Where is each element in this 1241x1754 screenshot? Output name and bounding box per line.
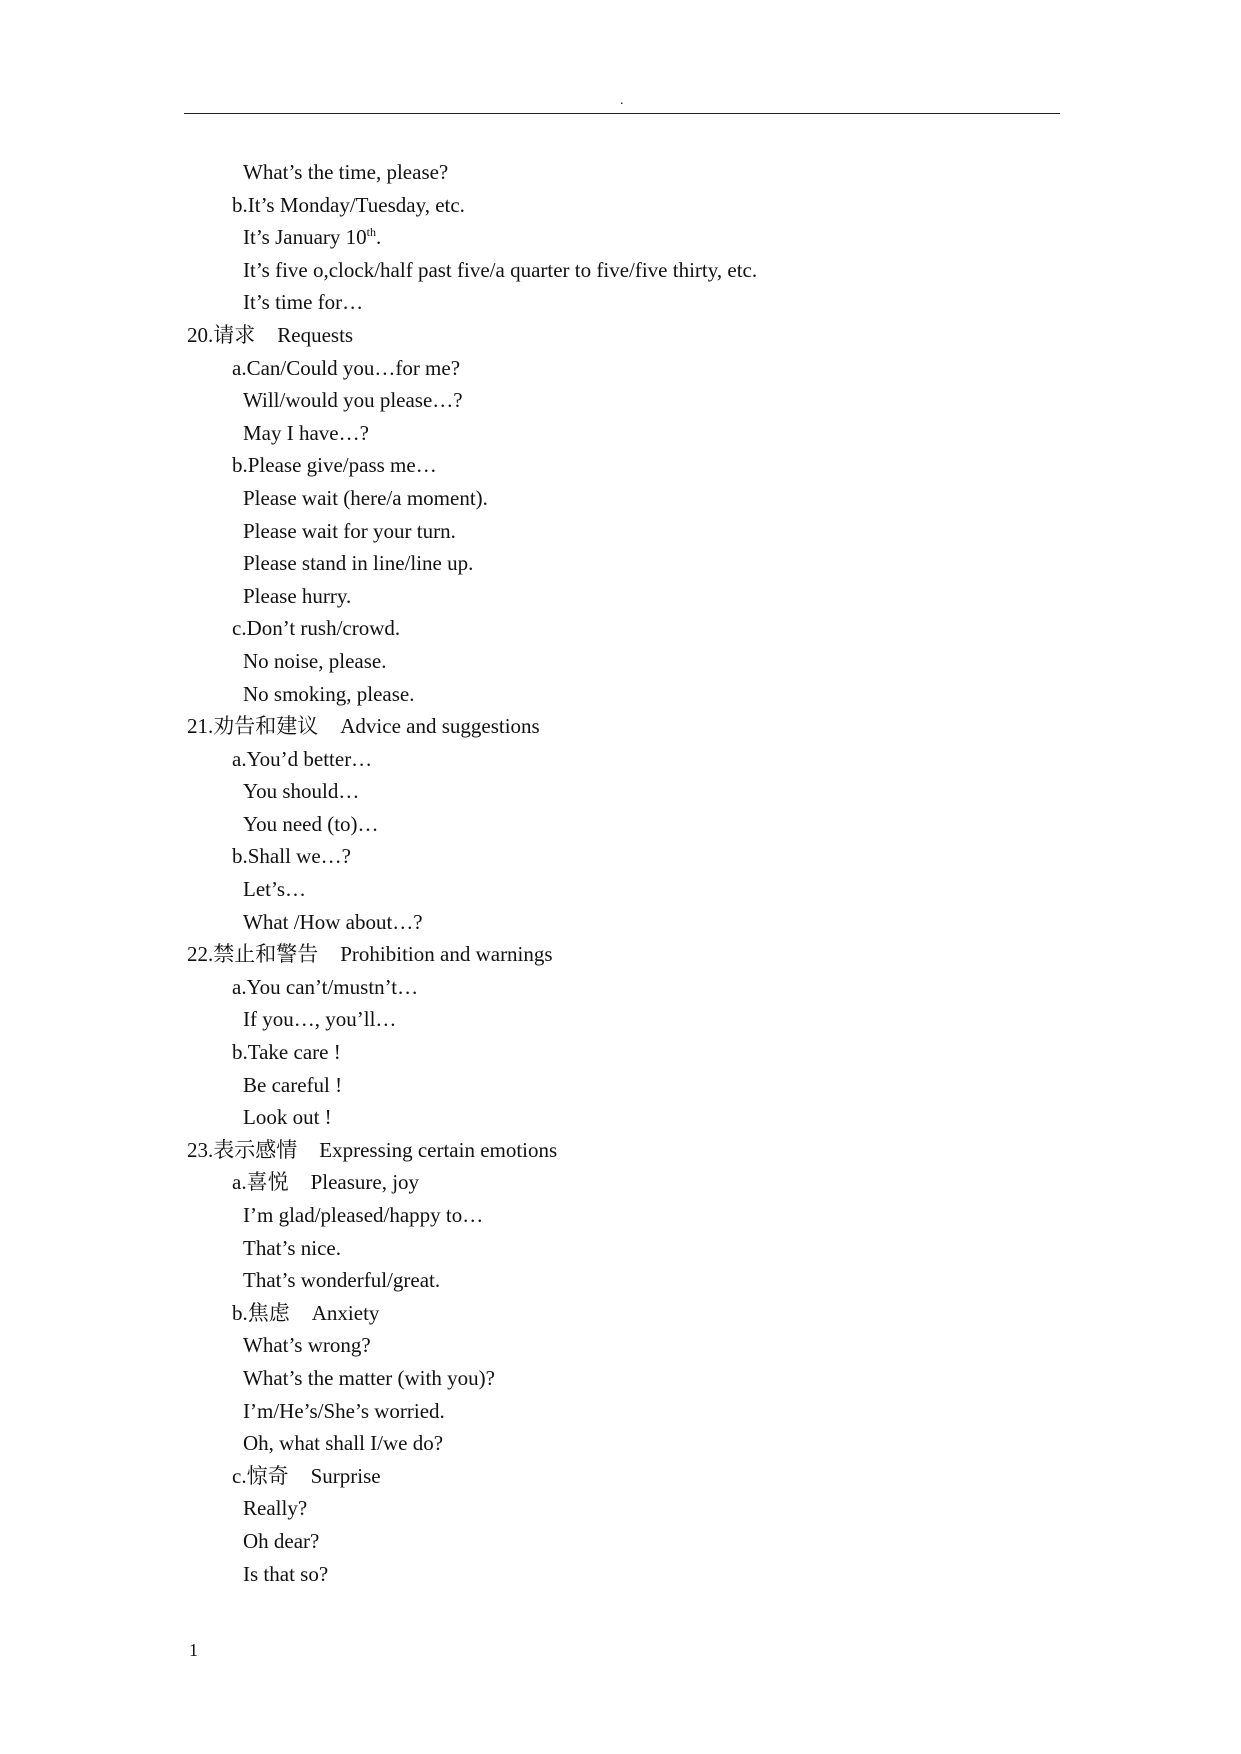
sub-item (0, 743, 1241, 776)
example-line (0, 286, 1241, 319)
line-text: Please wait for your turn. (243, 518, 456, 543)
example-line (0, 156, 1241, 189)
example-line (0, 384, 1241, 417)
example-line (0, 1427, 1241, 1460)
english-title: Surprise (310, 1463, 381, 1488)
example-line (0, 221, 1241, 254)
line-text: 23.表示感情 (187, 1137, 298, 1162)
example-line (0, 1069, 1241, 1102)
sub-item (0, 1166, 1241, 1199)
example-line (0, 1199, 1241, 1232)
english-title: Expressing certain emotions (319, 1137, 558, 1162)
line-text: 21.劝告和建议 (187, 714, 319, 739)
line-text: Please stand in line/line up. (243, 551, 474, 576)
example-line (0, 515, 1241, 548)
english-title: Pleasure, joy (310, 1170, 420, 1195)
section-heading (0, 319, 1241, 352)
example-line (0, 873, 1241, 906)
example-line (0, 678, 1241, 711)
sub-item (0, 1036, 1241, 1069)
line-text: What’s wrong? (243, 1333, 371, 1358)
line-text: It’s time for… (243, 290, 364, 315)
line-text: b.Please give/pass me… (232, 453, 437, 478)
example-line (0, 254, 1241, 287)
sub-item (0, 352, 1241, 385)
example-line (0, 580, 1241, 613)
line-text: Is that so? (243, 1561, 329, 1586)
line-text: c.惊奇 (232, 1463, 289, 1488)
line-text: Will/would you please…? (243, 388, 463, 413)
line-text: You need (to)… (243, 811, 379, 836)
line-text: c.Don’t rush/crowd. (232, 616, 401, 641)
example-line (0, 808, 1241, 841)
example-line (0, 1003, 1241, 1036)
english-title: Advice and suggestions (340, 714, 540, 739)
example-line (0, 645, 1241, 678)
line-text: What’s the time, please? (243, 160, 449, 184)
example-line (0, 1329, 1241, 1362)
line-text: Please wait (here/a moment). (243, 485, 488, 510)
line-text: a.You can’t/mustn’t… (232, 974, 419, 999)
line-text: If you…, you’ll… (243, 1007, 397, 1032)
example-line (0, 417, 1241, 450)
line-text: a.Can/Could you…for me? (232, 355, 461, 380)
page-number: 1 (189, 1640, 198, 1660)
line-text: 22.禁止和警告 (187, 942, 319, 967)
header-rule (184, 113, 1060, 114)
line-text: Let’s… (243, 877, 306, 902)
example-line (0, 1525, 1241, 1558)
line-text: a.喜悦 (232, 1170, 289, 1195)
sub-item (0, 1297, 1241, 1330)
line-text: I’m glad/pleased/happy to… (243, 1203, 484, 1227)
sub-item (0, 1460, 1241, 1493)
line-text: You should… (243, 779, 360, 804)
example-line (0, 1101, 1241, 1134)
line-suffix: . (376, 225, 382, 250)
header-mark: . (620, 93, 624, 108)
line-text: It’s five o,clock/half past five/a quarter to five/five thirty, etc. (243, 257, 758, 282)
line-text: It’s January 10 (243, 225, 367, 250)
english-title: Prohibition and warnings (340, 942, 553, 967)
example-line (0, 906, 1241, 939)
line-text: a.You’d better… (232, 746, 373, 771)
section-heading (0, 1134, 1241, 1167)
line-text: b.Take care ! (232, 1040, 341, 1065)
sub-item (0, 189, 1241, 222)
line-text: b.焦虑 (232, 1300, 290, 1325)
line-text: May I have…? (243, 420, 369, 445)
example-line (0, 1362, 1241, 1395)
line-text: Oh dear? (243, 1528, 320, 1553)
line-text: I’m/He’s/She’s worried. (243, 1398, 445, 1423)
line-text: What’s the matter (with you)? (243, 1365, 495, 1390)
example-line (0, 775, 1241, 808)
sub-item (0, 449, 1241, 482)
example-line (0, 1232, 1241, 1265)
section-heading (0, 938, 1241, 971)
document-body (0, 156, 1241, 1590)
line-text: Oh, what shall I/we do? (243, 1431, 444, 1456)
line-text: Be careful ! (243, 1072, 343, 1097)
line-text: No smoking, please. (243, 681, 415, 706)
line-text: What /How about…? (243, 909, 423, 934)
sub-item (0, 971, 1241, 1004)
example-line (0, 1264, 1241, 1297)
line-text: 20.请求 (187, 322, 256, 347)
sub-item (0, 840, 1241, 873)
line-text: Really? (243, 1496, 308, 1521)
line-text: That’s nice. (243, 1235, 341, 1260)
line-text: Please hurry. (243, 583, 352, 608)
example-line (0, 482, 1241, 515)
english-title: Anxiety (311, 1300, 380, 1325)
line-text: No noise, please. (243, 648, 387, 673)
line-text: b.It’s Monday/Tuesday, etc. (232, 192, 465, 217)
line-text: b.Shall we…? (232, 844, 351, 869)
line-text: Look out ! (243, 1105, 332, 1130)
example-line (0, 1492, 1241, 1525)
example-line (0, 547, 1241, 580)
section-heading (0, 710, 1241, 743)
english-title: Requests (277, 322, 354, 347)
example-line (0, 1558, 1241, 1591)
superscript: th (366, 225, 376, 240)
line-text: That’s wonderful/great. (243, 1268, 441, 1293)
example-line (0, 1395, 1241, 1428)
sub-item (0, 612, 1241, 645)
